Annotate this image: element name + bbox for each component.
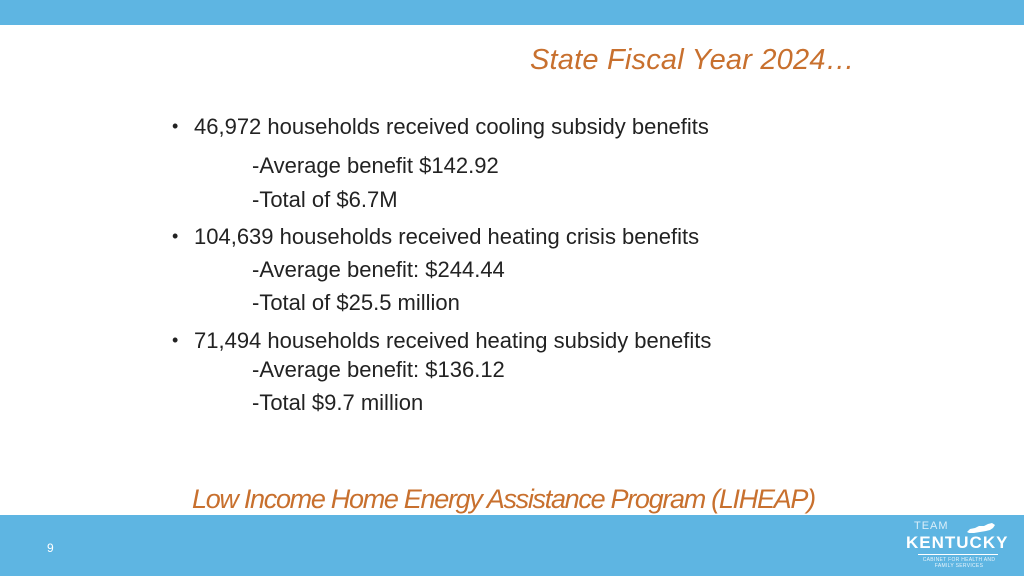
program-title: Low Income Home Energy Assistance Program (LIHEAP) <box>192 484 815 514</box>
bullet-dot-icon: • <box>172 330 179 350</box>
bottom-band <box>0 515 1024 576</box>
top-band <box>0 0 1024 25</box>
logo-divider <box>918 554 998 555</box>
bullet-dot-icon: • <box>172 226 179 246</box>
sub-item: -Average benefit: $244.44 <box>252 257 505 282</box>
sub-item: -Average benefit: $136.12 <box>252 357 505 382</box>
bullet-text: 71,494 households received heating subsidy benefits <box>194 328 712 353</box>
logo-line-kentucky: KENTUCKY <box>906 533 1009 552</box>
logo-line-cabinet: CABINET FOR HEALTH AND FAMILY SERVICES <box>922 557 996 569</box>
sub-item: -Total of $6.7M <box>252 187 398 212</box>
bullet-item <box>172 224 699 250</box>
bullet-item <box>172 328 711 354</box>
sub-item: -Total of $25.5 million <box>252 290 460 315</box>
page-number: 9 <box>47 541 54 555</box>
bullet-text: 104,639 households received heating crisis benefits <box>194 224 700 249</box>
bullet-dot-icon: • <box>172 116 179 136</box>
sub-item: -Total $9.7 million <box>252 390 424 415</box>
team-kentucky-logo <box>900 520 1010 572</box>
bullet-text: 46,972 households received cooling subsidy benefits <box>194 114 709 139</box>
logo-line-team: TEAM <box>914 520 949 532</box>
sub-item: -Average benefit $142.92 <box>252 153 499 178</box>
slide-title: State Fiscal Year 2024… <box>530 44 855 76</box>
bullet-item <box>172 114 709 140</box>
